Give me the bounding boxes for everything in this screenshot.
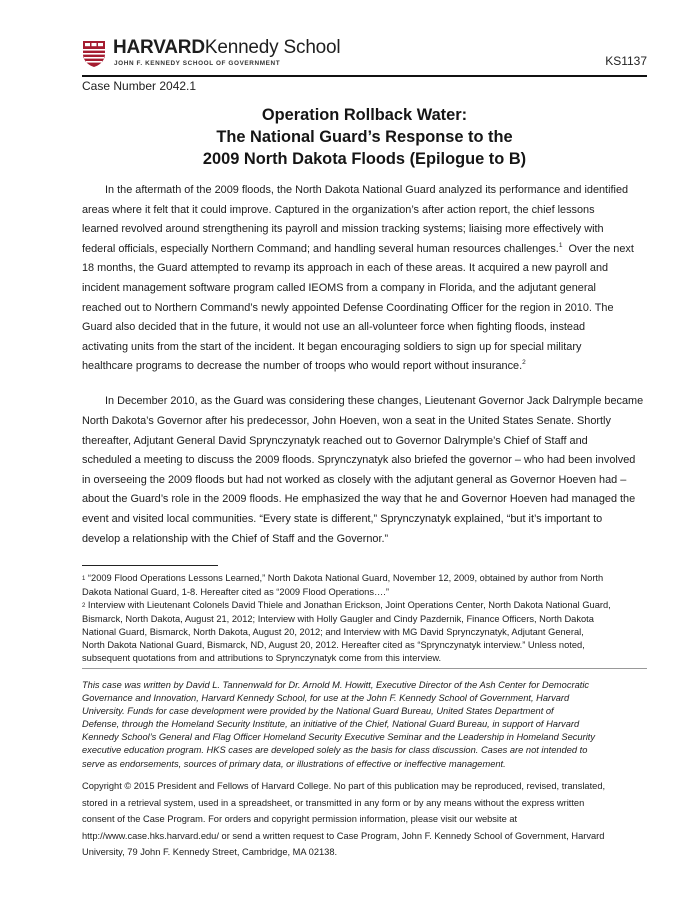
footnotes <box>82 572 647 665</box>
logo-brand-bold: HARVARD <box>113 37 205 58</box>
logo-brand-regular: Kennedy School <box>204 37 341 58</box>
footnote-ref[interactable]: 2 <box>522 359 526 367</box>
disclaimer-line: Defense, through the Homeland Security Institute, an initiative of the Chief, National Guard Bureau, in support of Harvard <box>82 719 580 730</box>
footnote-2 <box>82 599 647 665</box>
text-line: about the Guard’s role in the 2009 floods. He emphasized the way that he and Governor Hoeven had managed the <box>82 493 636 506</box>
footnote-text: Bismarck, North Dakota, August 21, 2012; Interview with Holly Gaugler and Cindy Pazdernik, Finance Officers, North Dakota <box>82 614 594 624</box>
header-divider <box>82 75 647 77</box>
text-line: healthcare programs to decrease the number of troops who would report without insurance.$^2$ <box>82 359 526 373</box>
text-line: areas where it felt that it could improve. Captured in the organization’s after action report, the chief lessons <box>82 203 595 216</box>
footnote-text: National Guard, Bismarck, North Dakota, August 20, 2012; and Interview with MG David Sprynczynatyk, Adjutant General, <box>82 627 584 637</box>
text-line: incident management software program called IEOMS from a company in Florida, and the adjutant general <box>82 281 596 294</box>
footnote-1 <box>82 572 647 599</box>
footnote-text: Interview with Lieutenant Colonels David Thiele and Jonathan Erickson, Joint Operations Center, North Dakota National Guard, <box>85 600 611 610</box>
text-line: 18 months, the Guard attempted to revamp its approach in each of these areas. It acquired a new payroll and <box>82 262 609 275</box>
page-header <box>82 38 647 76</box>
footnote-divider <box>82 565 218 566</box>
text-line: federal officials, especially Northern Command; and handling several human resources challenges.$^1$ Over the next <box>82 241 634 255</box>
harvard-shield-icon <box>82 40 106 68</box>
text-line: in overseeing the 2009 floods but had not worked as closely with the adjutant general as Governor Hoeven had – <box>82 473 627 486</box>
text-line: activating units from the start of the incident. It began encouraging soldiers to sign up for special military <box>82 340 582 353</box>
disclaimer-line: Governance and Innovation, Harvard Kennedy School, for use at the John F. Kennedy School of Government, Harvard <box>82 693 570 704</box>
text-line: thereafter, Adjutant General David Sprynczynatyk reached out to Governor Dalrymple’s Chief of Staff and <box>82 434 588 447</box>
footnote-text: North Dakota National Guard, Bismarck, ND, August 20, 2012. Hereafter cited as “Sprynczynatyk interview.” Unless noted, <box>82 640 585 650</box>
title-line: The National Guard’s Response to the <box>216 128 513 146</box>
text-line: Guard also decided that in the future, it would not use an all-volunteer force when fighting floods, instead <box>82 321 586 334</box>
footnote-text: Dakota National Guard, 1-8. Hereafter cited as “2009 Flood Operations….” <box>82 587 389 597</box>
document-title <box>82 104 647 170</box>
copyright-notice <box>82 778 647 861</box>
logo-subtitle: JOHN F. KENNEDY SCHOOL OF GOVERNMENT <box>114 60 281 67</box>
section-divider <box>82 668 647 669</box>
text-line: scheduled a meeting to discuss the 2009 floods. Sprynczynatyk also briefed the governor – who had been involved <box>82 454 636 467</box>
title-line: Operation Rollback Water: <box>261 106 468 124</box>
copyright-line: http://www.case.hks.harvard.edu/ or send a written request to Case Program, John F. Kennedy School of Government, Harvard <box>82 830 605 841</box>
disclaimer-line: This case was written by David L. Tannenwald for Dr. Arnold M. Howitt, Executive Director of the Ash Center for Democratic <box>82 680 590 690</box>
disclaimer-line: University. Funds for case development were provided by the National Guard Bureau, United States Department of <box>82 706 554 717</box>
copyright-line: Copyright © 2015 President and Fellows of Harvard College. No part of this publication may be reproduced, revised, translated, <box>82 781 606 791</box>
case-number: Case Number 2042.1 <box>82 79 197 93</box>
footnote-mark: 1 <box>82 576 86 582</box>
copyright-line: University, 79 John F. Kennedy Street, Cambridge, MA 02138. <box>82 847 338 858</box>
footnote-mark: 2 <box>82 603 86 609</box>
paragraph-1 <box>82 181 647 377</box>
footnote-text: subsequent quotations from and attributions to Sprynczynatyk come from this interview. <box>82 653 442 663</box>
body-text <box>82 181 647 565</box>
footnote-text: “2009 Flood Operations Lessons Learned,” North Dakota National Guard, November 12, 2009, obtained by author from North <box>85 573 604 583</box>
case-id: KS1137 <box>605 54 647 68</box>
text-line: In the aftermath of the 2009 floods, the North Dakota National Guard analyzed its performance and identified <box>105 184 629 196</box>
text-line: In December 2010, as the Guard was considering these changes, Lieutenant Governor Jack Dalrymple became <box>105 395 644 408</box>
title-line: 2009 North Dakota Floods (Epilogue to B) <box>202 150 527 168</box>
footnote-ref[interactable]: 1 <box>558 241 563 249</box>
text-line: learned revolved around strengthening its payroll and mission tracking systems; liaising more effectively with <box>82 223 604 236</box>
disclaimer-line: Kennedy School’s General and Flag Officer Homeland Security Executive Seminar and the Leadership in Homeland Security <box>82 732 595 743</box>
text-line: develop a relationship with the Chief of Staff and the Governor.” <box>82 532 389 545</box>
authorship-disclaimer <box>82 679 647 771</box>
text-line: event and visited local communities. “Every state is different,” Sprynczynatyk explained, “but it’s important to <box>82 513 603 525</box>
disclaimer-line: serve as endorsements, sources of primary data, or illustrations of effective or ineffective management. <box>82 758 506 769</box>
logo-wordmark <box>113 38 340 58</box>
disclaimer-line: executive education program. HKS cases are developed solely as the basis for class discussion. Cases are not intended to <box>82 745 588 756</box>
text-line: reached out to Northern Command’s newly appointed Defense Coordinating Officer for the region in 2010. The <box>82 301 614 314</box>
paragraph-2 <box>82 392 647 549</box>
text-line: North Dakota’s Governor after his predecessor, John Hoeven, won a seat in the United States Senate. Shortly <box>82 415 611 428</box>
copyright-line: consent of the Case Program. For orders and copyright permission information, please visit our website at <box>82 814 518 825</box>
copyright-line: stored in a retrieval system, used in a spreadsheet, or transmitted in any form or by any means without the express written <box>82 797 585 808</box>
